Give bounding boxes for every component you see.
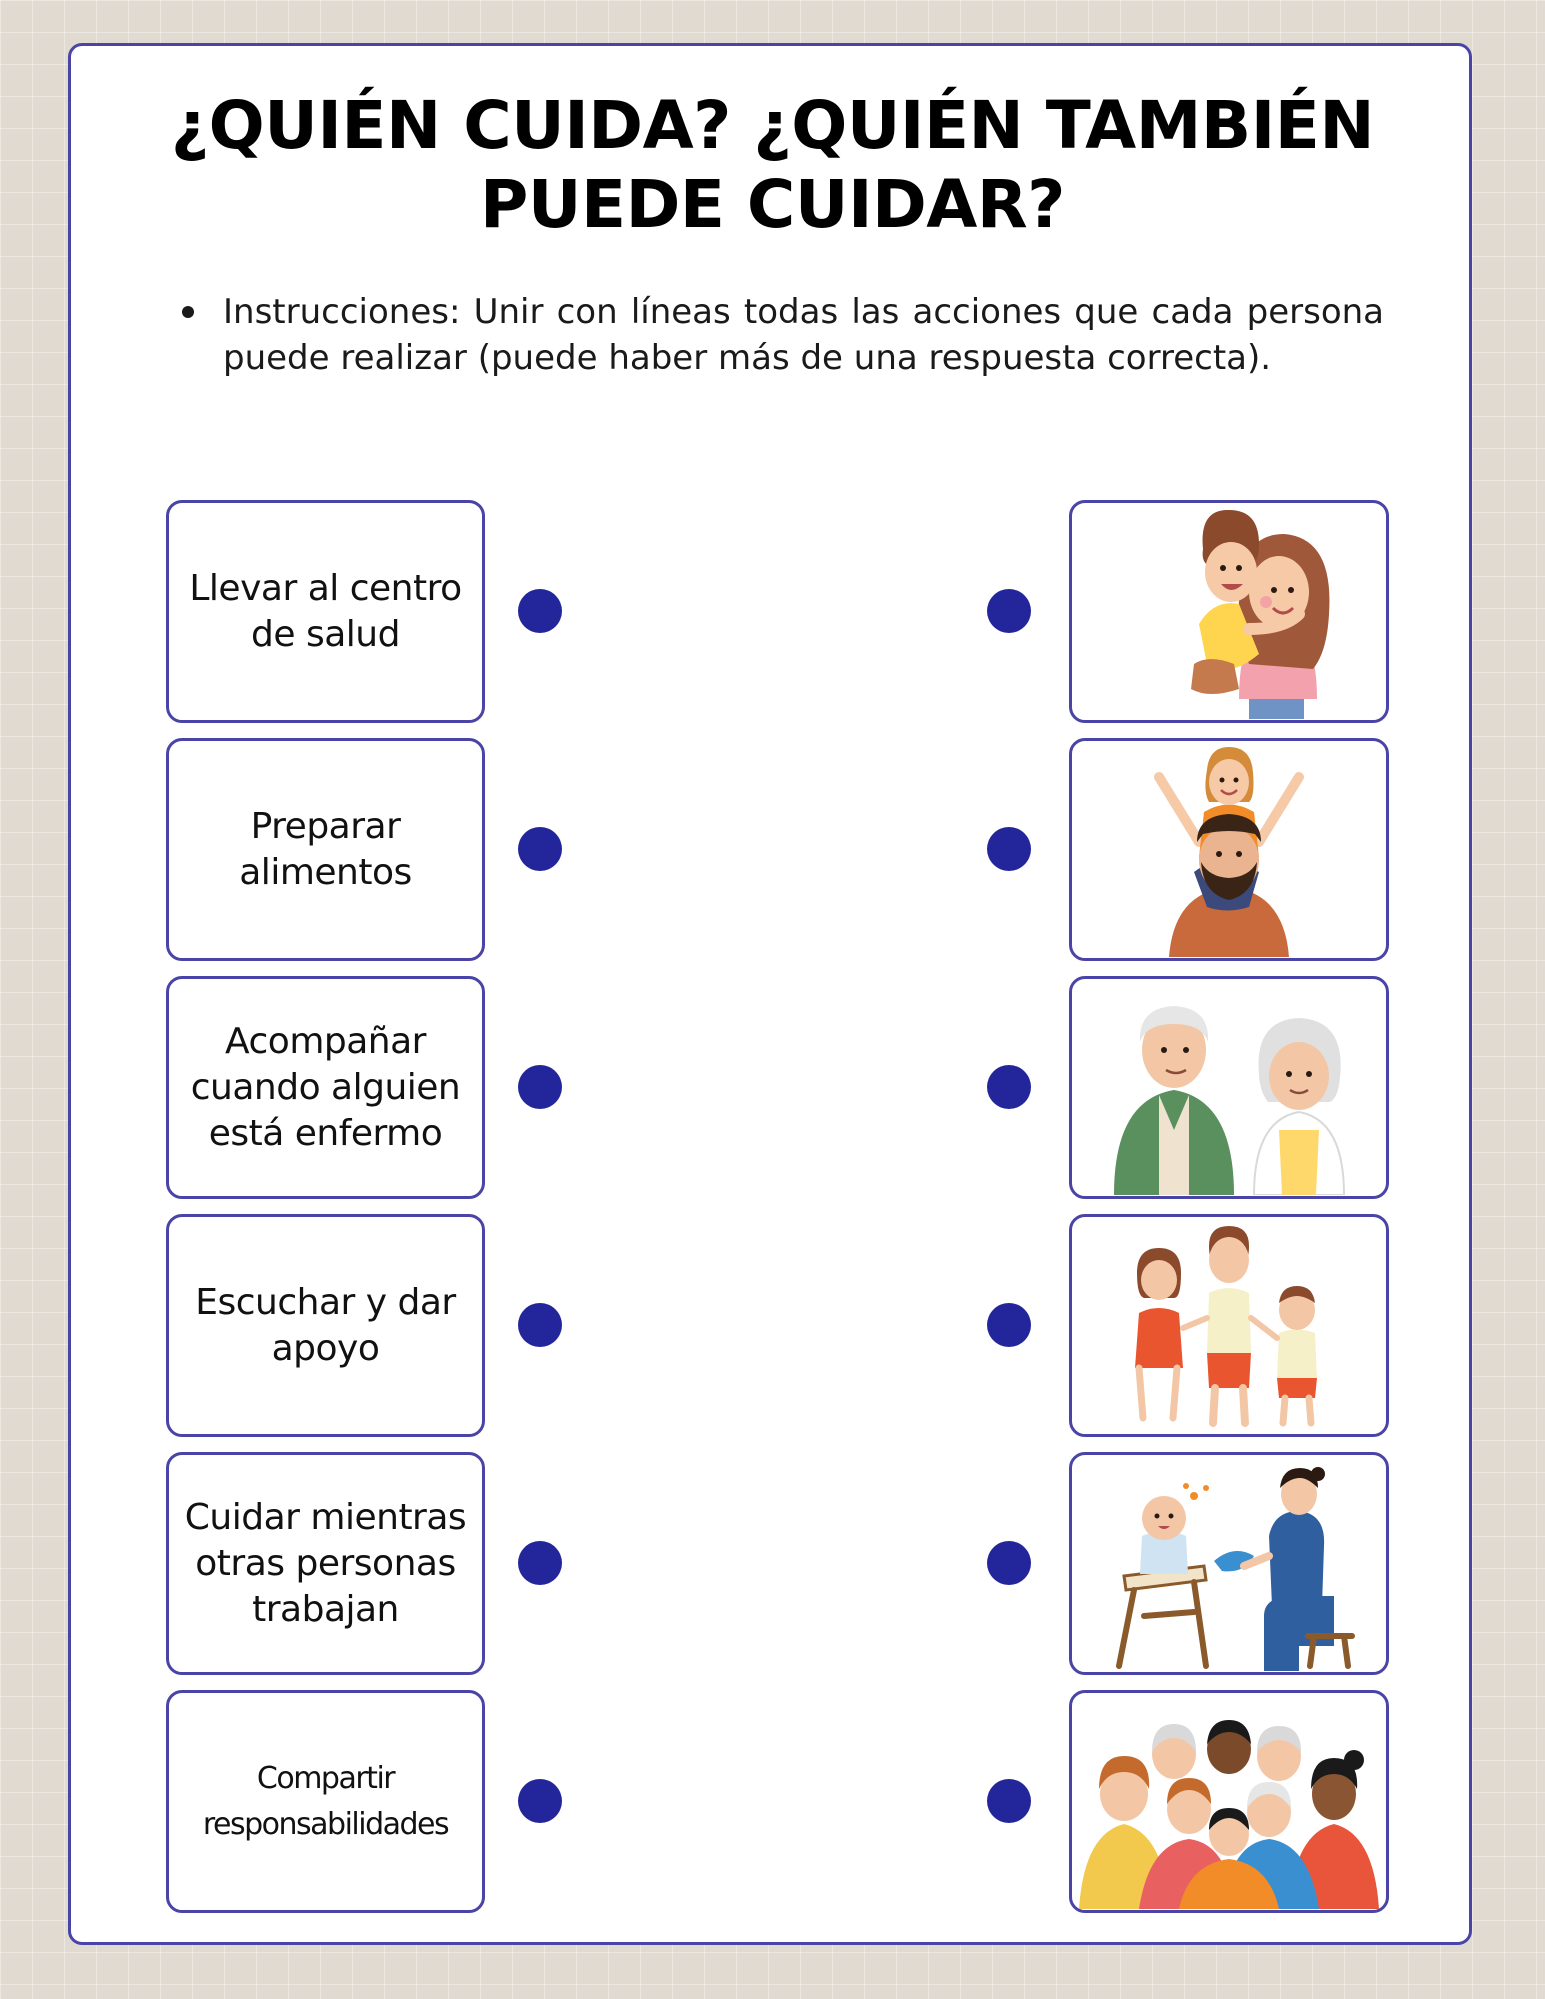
action-card[interactable] (166, 738, 485, 961)
person-card[interactable] (1069, 976, 1389, 1199)
action-label: Acompañar cuando alguien está enfermo (190, 1020, 461, 1154)
match-row (0, 738, 1545, 961)
action-label: Llevar al centro de salud (189, 567, 462, 655)
person-card[interactable] (1069, 500, 1389, 723)
match-row (0, 976, 1545, 1199)
person-dot[interactable] (987, 827, 1031, 871)
match-row (0, 1690, 1545, 1913)
person-card[interactable] (1069, 1690, 1389, 1913)
person-card[interactable] (1069, 738, 1389, 961)
person-card[interactable] (1069, 1452, 1389, 1675)
action-dot[interactable] (518, 1065, 562, 1109)
action-card[interactable] (166, 1452, 485, 1675)
action-dot[interactable] (518, 589, 562, 633)
person-dot[interactable] (987, 589, 1031, 633)
match-row (0, 1214, 1545, 1437)
action-dot[interactable] (518, 1779, 562, 1823)
person-dot[interactable] (987, 1541, 1031, 1585)
person-dot[interactable] (987, 1303, 1031, 1347)
action-dot[interactable] (518, 1541, 562, 1585)
page-title: ¿QUIÉN CUIDA? ¿QUIÉN TAMBIÉN PUEDE CUIDAR? (170, 87, 1375, 244)
action-dot[interactable] (518, 827, 562, 871)
extended-family-group-illustration (1079, 1694, 1379, 1909)
person-dot[interactable] (987, 1779, 1031, 1823)
action-card[interactable] (166, 500, 485, 723)
person-dot[interactable] (987, 1065, 1031, 1109)
instructions-text: Instrucciones: Unir con líneas todas las acciones que cada persona puede realizar (puede haber más de una respuesta correcta). (223, 292, 1384, 378)
action-label: Preparar alimentos (239, 805, 412, 893)
action-card[interactable] (166, 976, 485, 1199)
action-dot[interactable] (518, 1303, 562, 1347)
action-label: Escuchar y dar apoyo (195, 1281, 456, 1369)
action-label: Compartir responsabilidades (202, 1760, 449, 1842)
mother-hugging-child-illustration (1099, 504, 1359, 719)
match-row (0, 1452, 1545, 1675)
action-card[interactable] (166, 1214, 485, 1437)
action-label: Cuidar mientras otras personas trabajan (184, 1496, 467, 1630)
siblings-holding-hands-illustration (1099, 1218, 1359, 1433)
action-card[interactable] (166, 1690, 485, 1913)
caregiver-feeding-baby-illustration (1094, 1456, 1364, 1671)
match-row (0, 500, 1545, 723)
elderly-couple-illustration (1094, 980, 1364, 1195)
father-carrying-girl-on-shoulders-illustration (1099, 742, 1359, 957)
person-card[interactable] (1069, 1214, 1389, 1437)
